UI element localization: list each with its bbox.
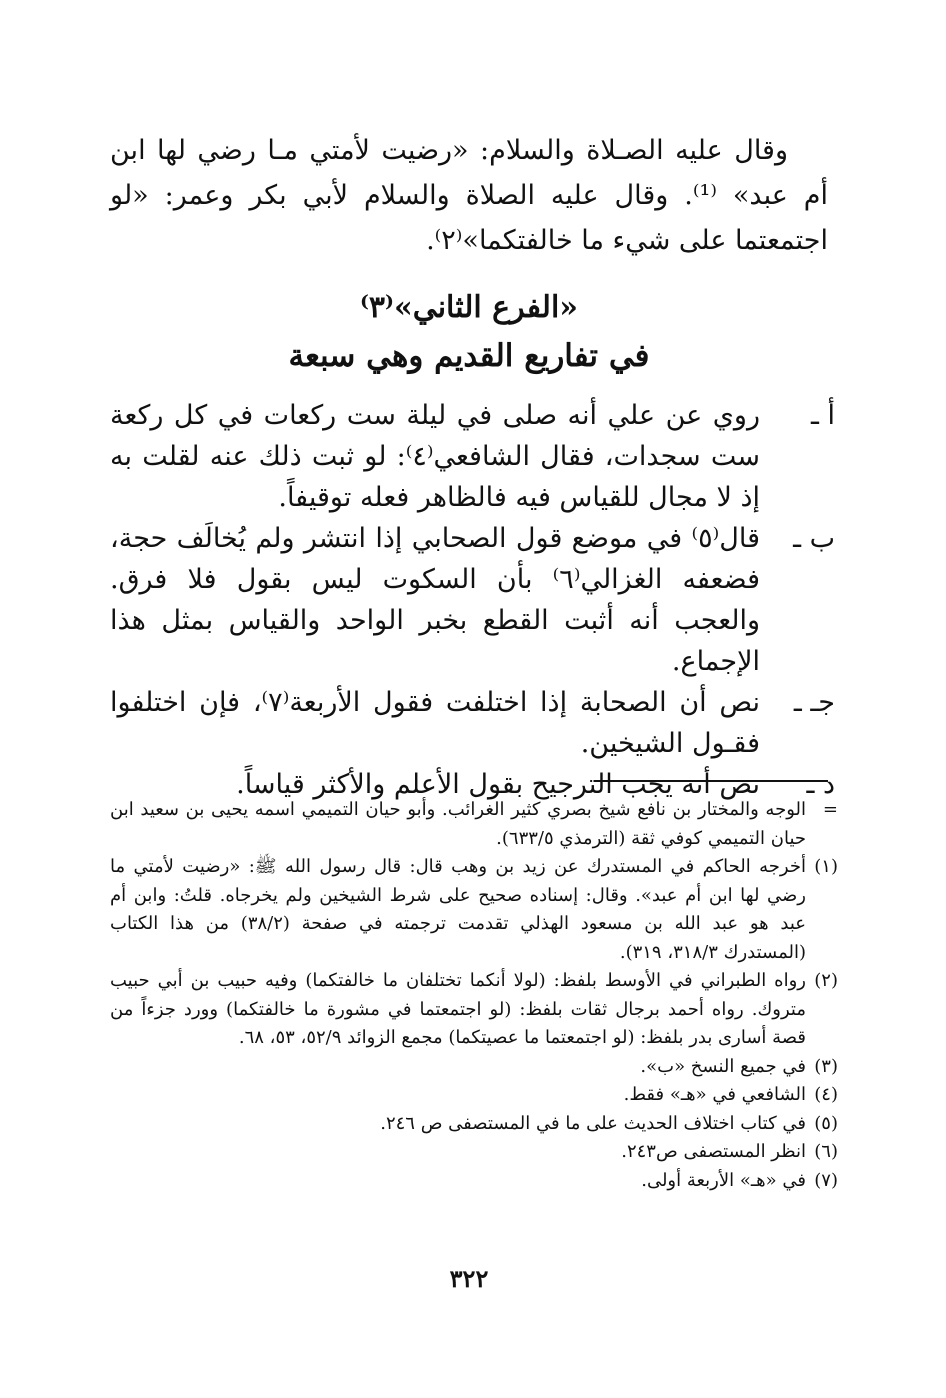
footnote-text: في جميع النسخ «ب». — [640, 1055, 806, 1077]
footnote-text: أخرجه الحاكم في المستدرك عن زيد بن وهب قال: قال رسول الله ﷺ: «رضيت لأمتي ما رضي لها ابن أم عبد». وقال: إسناده صحيح على شرط الشيخين ولم يخرجاه. قلتُ: وابن أم عبد هو عبد الله بن مسعود الهذلي تقدمت ترجمته في صفحة (٣٨/٢) من هذا الكتاب (المستدرك ٣١٨/٣، ٣١٩). — [110, 856, 806, 963]
footnote-marker: = — [822, 799, 838, 820]
footnote-marker: (٦) — [814, 1141, 838, 1162]
item-text: قال⁽٥⁾ في موضع قول الصحابي إذا انتشر ولم يُخالَف حجة، فضعفه الغزالي⁽٦⁾ بأن السكوت ليس بقول فلا فرق. والعجب أنه أثبت القطع بخبر الواحد والقياس بمثل هذا الإجماع. — [110, 523, 760, 677]
item-text: روي عن علي أنه صلى في ليلة ست ركعات في كل ركعة ست سجدات، فقال الشافعي⁽٤⁾: لو ثبت ذلك عنه لقلت به إذ لا مجال للقياس فيه فالظاهر فعله توقيفاً. — [110, 400, 760, 513]
footnote-marker: (٥) — [814, 1112, 838, 1134]
footnote-text: انظر المستصفى ص٢٤٣. — [621, 1141, 806, 1162]
footnote — [110, 853, 838, 967]
section-heading: «الفرع الثاني»⁽٣⁾ — [359, 290, 579, 325]
list-item — [110, 682, 835, 764]
item-marker: أ ـ — [811, 400, 835, 431]
footnote-marker: (٢) — [814, 970, 838, 991]
footnote — [110, 1110, 838, 1139]
item-marker: جـ ـ — [793, 687, 835, 718]
footnote-text: رواه الطبراني في الأوسط بلفظ: (لولا أنكما تختلفان ما خالفتكما) وفيه حبيب بن أبي حبيب متروك. رواه أحمد برجال ثقات بلفظ: (لو اجتمعتما في مشورة ما خالفتكما) وورد جزءاً من قصة أسارى بدر بلفظ: (لو اجتمعتما ما عصيتكما) مجمع الزوائد ٥٢/٩، ٥٣، ٦٨. — [110, 970, 806, 1048]
footnote — [110, 796, 838, 853]
item-text: نص أن الصحابة إذا اختلفت فقول الأربعة⁽٧⁾، فإن اختلفوا فقـول الشيخين. — [110, 687, 760, 759]
footnote-marker: (٣) — [814, 1055, 838, 1077]
footnote-text: الوجه والمختار بن نافع شيخ بصري كثير الغرائب. وأبو حيان التميمي اسمه يحيى بن سعيد ابن حيان التميمي كوفي ثقة (الترمذي ٦٣٣/٥). — [110, 799, 806, 849]
footnote-marker: (١) — [814, 856, 838, 877]
item-text: نص أنه يجب الترجيح بقول الأعلم والأكثر قياساً. — [236, 769, 760, 800]
item-marker: ب ـ — [793, 523, 835, 554]
footnote — [110, 967, 838, 1053]
footnote-text: في كتاب اختلاف الحديث على ما في المستصفى ص ٢٤٦. — [380, 1112, 806, 1134]
section-subheading: في تفاريع القديم وهي سبعة — [288, 338, 650, 374]
intro-text: وقال عليه الصـلاة والسلام: «رضيت لأمتي مـا رضي لها ابن أم عبد» ⁽¹⁾. وقال عليه الصلاة والسلام لأبي بكر وعمر: «لو اجتمعتما على شيء ما خالفتكما»⁽٢⁾. — [110, 135, 828, 256]
footnote-marker: (٤) — [814, 1084, 838, 1105]
footnote-marker: (٧) — [814, 1169, 838, 1191]
list-item — [110, 395, 835, 518]
list-item — [110, 518, 835, 682]
footnote — [110, 1081, 838, 1110]
footnote — [110, 1167, 838, 1196]
page-number: ٣٢٢ — [449, 1264, 489, 1293]
footnote-divider — [595, 780, 828, 782]
footnotes — [110, 796, 838, 1195]
item-list — [110, 395, 835, 805]
intro-paragraph — [110, 128, 828, 263]
item-marker: د ـ — [806, 769, 835, 800]
footnote — [110, 1138, 838, 1167]
footnote — [110, 1053, 838, 1082]
footnote-text: الشافعي في «هـ» فقط. — [623, 1084, 806, 1105]
footnote-text: في «هـ» الأربعة أولى. — [641, 1169, 806, 1191]
